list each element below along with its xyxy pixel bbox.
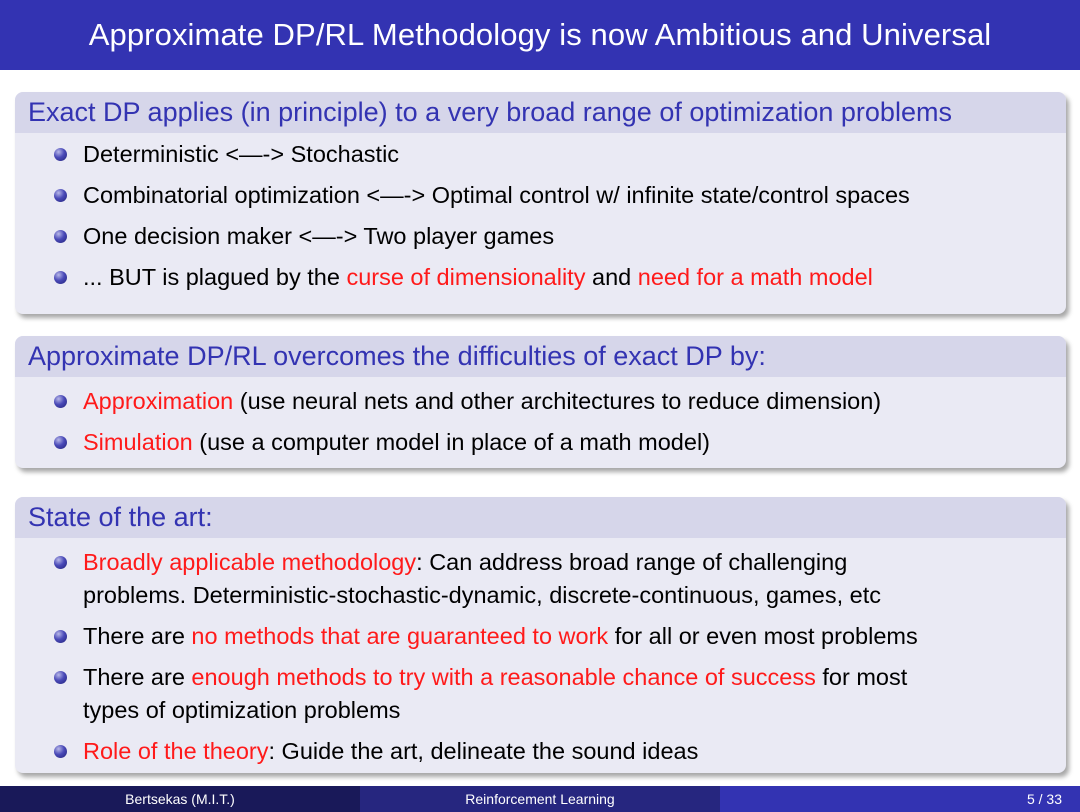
bullet-icon bbox=[54, 671, 67, 684]
footer-course: Reinforcement Learning bbox=[360, 786, 720, 812]
list-item: Deterministic <—-> Stochastic bbox=[15, 138, 1066, 171]
block-body bbox=[15, 377, 1066, 459]
block-title: Approximate DP/RL overcomes the difficulties of exact DP by: bbox=[15, 336, 1066, 377]
list-item: Approximation (use neural nets and other architectures to reduce dimension) bbox=[15, 385, 1066, 418]
list-item: There are enough methods to try with a reasonable chance of success for most types of optimization problems bbox=[15, 661, 1066, 727]
bullet-icon bbox=[54, 230, 67, 243]
list-item: There are no methods that are guaranteed to work for all or even most problems bbox=[15, 620, 1066, 653]
highlight-text: Role of the theory bbox=[83, 738, 269, 764]
bullet-icon bbox=[54, 630, 67, 643]
slide-title-bar bbox=[0, 0, 1080, 70]
block-state-of-art bbox=[15, 497, 1066, 773]
footer-page-number: 5 / 33 bbox=[720, 786, 1080, 812]
highlight-text: Simulation bbox=[83, 429, 193, 455]
highlight-text: curse of dimensionality bbox=[346, 264, 586, 290]
list-item: Combinatorial optimization <—-> Optimal control w/ infinite state/control spaces bbox=[15, 179, 1066, 212]
slide-title: Approximate DP/RL Methodology is now Ambitious and Universal bbox=[88, 17, 992, 52]
footer-author: Bertsekas (M.I.T.) bbox=[0, 786, 360, 812]
bullet-icon bbox=[54, 745, 67, 758]
list-item: Role of the theory: Guide the art, delineate the sound ideas bbox=[15, 735, 1066, 768]
bullet-icon bbox=[54, 556, 67, 569]
highlight-text: Approximation bbox=[83, 388, 234, 414]
list-item: ... BUT is plagued by the curse of dimensionality and need for a math model bbox=[15, 261, 1066, 294]
block-title: Exact DP applies (in principle) to a very broad range of optimization problems bbox=[15, 92, 1066, 133]
highlight-text: no methods that are guaranteed to work bbox=[191, 623, 609, 649]
block-exact-dp bbox=[15, 92, 1066, 314]
bullet-icon bbox=[54, 189, 67, 202]
highlight-text: enough methods to try with a reasonable chance of success bbox=[191, 664, 816, 690]
block-body bbox=[15, 538, 1066, 768]
list-item: One decision maker <—-> Two player games bbox=[15, 220, 1066, 253]
highlight-text: Broadly applicable methodology bbox=[83, 549, 417, 575]
bullet-icon bbox=[54, 395, 67, 408]
list-item: Broadly applicable methodology: Can address broad range of challenging problems. Deterministic-stochastic-dynamic, discrete-continuous, games, etc bbox=[15, 546, 1066, 612]
block-approximate-dp bbox=[15, 336, 1066, 468]
highlight-text: need for a math model bbox=[637, 264, 873, 290]
bullet-icon bbox=[54, 271, 67, 284]
block-body bbox=[15, 133, 1066, 294]
slide-footer bbox=[0, 786, 1080, 812]
bullet-icon bbox=[54, 436, 67, 449]
bullet-icon bbox=[54, 148, 67, 161]
block-title: State of the art: bbox=[15, 497, 1066, 538]
list-item: Simulation (use a computer model in place of a math model) bbox=[15, 426, 1066, 459]
